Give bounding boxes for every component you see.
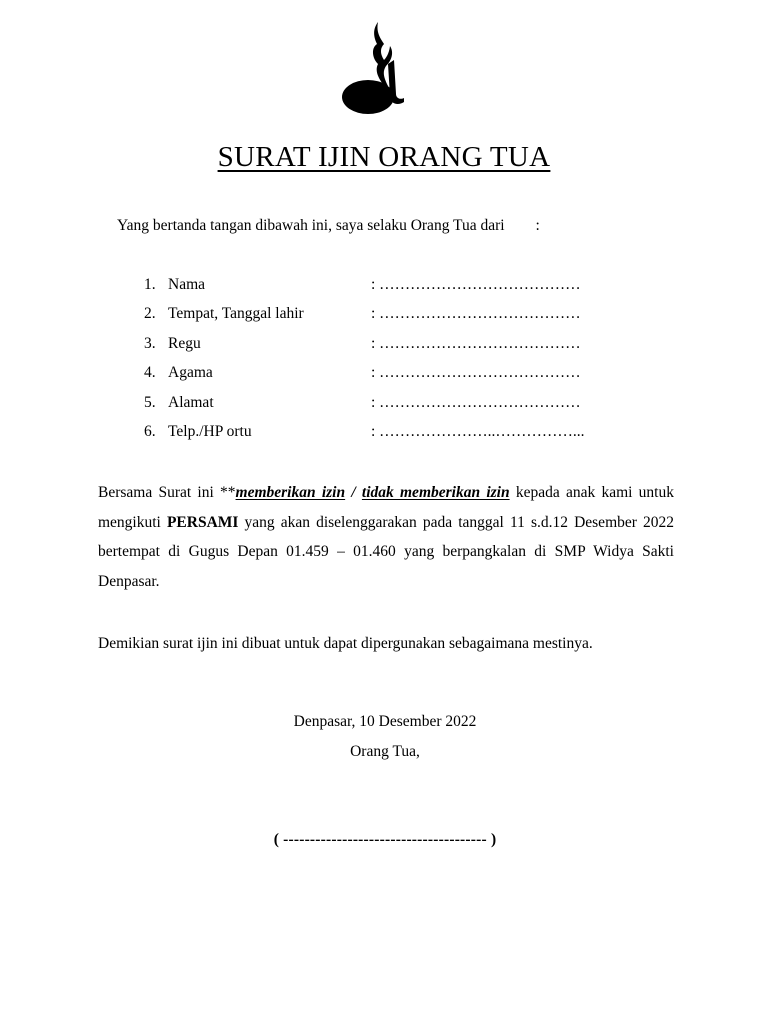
list-item (144, 364, 644, 393)
list-item (144, 335, 644, 364)
field-blank-telp: : …………………..……………... (371, 422, 585, 440)
consent-text-end: yang akan diselenggarakan pada tanggal 11 s.d.12 Desember 2022 bertempat di Gugus Depan 01.459 – 01.460 yang berpangkalan di SMP Widya Sakti Denpasar. (98, 513, 675, 590)
item-number: 6. (144, 422, 156, 440)
field-label-alamat: Alamat (168, 393, 214, 411)
signer-role: Orang Tua, (350, 743, 420, 760)
intro-text: Yang bertanda tangan dibawah ini, saya selaku Orang Tua dari : (117, 217, 540, 234)
item-number: 4. (144, 364, 156, 382)
option-separator: / (345, 484, 362, 501)
consent-text-mid: kepada anak kami untuk mengikuti (98, 484, 674, 531)
field-blank-nama: : ………………………………… (371, 276, 581, 293)
page-title: SURAT IJIN ORANG TUA (217, 141, 551, 173)
field-label-agama: Agama (168, 364, 213, 382)
list-item (144, 423, 644, 452)
place-date: Denpasar, 10 Desember 2022 (293, 713, 477, 730)
option-give-permission: memberikan izin (235, 484, 346, 501)
field-label-regu: Regu (168, 334, 201, 352)
option-deny-permission: tidak memberikan izin (361, 484, 510, 501)
field-list (144, 276, 644, 452)
field-blank-regu: : ………………………………… (371, 334, 581, 352)
field-label-nama: Nama (168, 276, 206, 293)
item-number: 3. (144, 334, 156, 352)
list-item (144, 276, 644, 305)
consent-text-start: Bersama Surat ini ** (98, 484, 236, 501)
field-label-telp: Telp./HP ortu (168, 422, 252, 440)
list-item (144, 305, 644, 334)
scout-emblem-icon (334, 20, 412, 122)
field-blank-ttl: : ………………………………… (371, 305, 581, 323)
signature-line: ( -------------------------------------- ) (273, 831, 497, 848)
list-item (144, 394, 644, 423)
closing-paragraph: Demikian surat ijin ini dibuat untuk dapat dipergunakan sebagaimana mestinya. (98, 635, 593, 652)
field-label-ttl: Tempat, Tanggal lahir (168, 305, 304, 323)
item-number: 5. (144, 393, 156, 411)
field-blank-alamat: : ………………………………… (371, 393, 581, 411)
consent-paragraph (98, 478, 674, 596)
field-blank-agama: : ………………………………… (371, 364, 581, 382)
item-number: 2. (144, 305, 156, 323)
event-name: PERSAMI (166, 513, 239, 531)
item-number: 1. (144, 276, 156, 293)
